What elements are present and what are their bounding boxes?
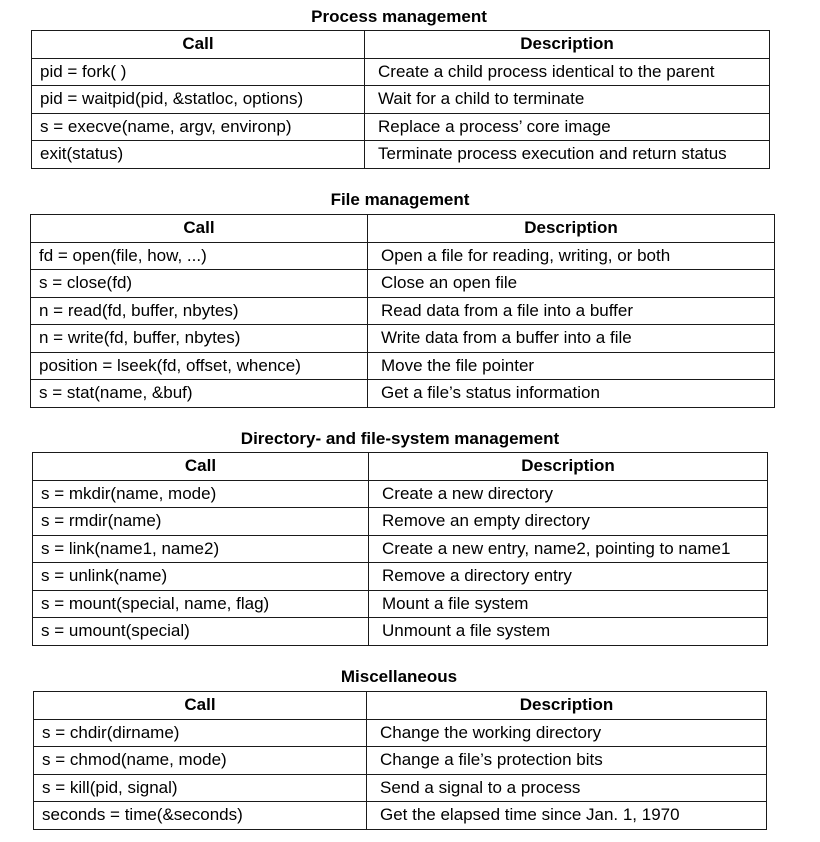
miscellaneous-table [33,691,767,830]
table-row [31,270,775,298]
call-cell: s = mkdir(name, mode) [33,480,369,508]
call-cell: s = umount(special) [33,618,369,646]
description-column-header: Description [368,215,775,243]
table-row [34,747,767,775]
file-management-table [30,214,775,408]
call-column-header: Call [33,453,369,481]
description-cell: Remove an empty directory [369,508,768,536]
process-management-table [31,30,770,169]
description-cell: Send a signal to a process [367,774,767,802]
call-cell: s = mount(special, name, flag) [33,590,369,618]
description-cell: Wait for a child to terminate [365,86,770,114]
description-cell: Close an open file [368,270,775,298]
table-row [33,480,768,508]
call-cell: exit(status) [32,141,365,169]
table-row [32,58,770,86]
table-row [31,380,775,408]
call-cell: n = read(fd, buffer, nbytes) [31,297,368,325]
call-cell: s = execve(name, argv, environp) [32,113,365,141]
call-cell: s = kill(pid, signal) [34,774,367,802]
description-cell: Get the elapsed time since Jan. 1, 1970 [367,802,767,830]
call-cell: n = write(fd, buffer, nbytes) [31,325,368,353]
call-column-header: Call [31,215,368,243]
call-cell: s = chmod(name, mode) [34,747,367,775]
description-cell: Mount a file system [369,590,768,618]
table-row [33,618,768,646]
call-cell: fd = open(file, how, ...) [31,242,368,270]
description-cell: Create a new directory [369,480,768,508]
description-cell: Create a new entry, name2, pointing to name1 [369,535,768,563]
table-row [33,563,768,591]
directory-management-table [32,452,768,646]
description-cell: Open a file for reading, writing, or both [368,242,775,270]
table-header-row [31,215,775,243]
description-cell: Terminate process execution and return status [365,141,770,169]
call-column-header: Call [34,692,367,720]
table-header-row [33,453,768,481]
table-row [34,719,767,747]
description-cell: Write data from a buffer into a file [368,325,775,353]
call-cell: pid = waitpid(pid, &statloc, options) [32,86,365,114]
description-cell: Change the working directory [367,719,767,747]
table-row [31,297,775,325]
call-cell: s = link(name1, name2) [33,535,369,563]
description-column-header: Description [367,692,767,720]
table-header-row [32,31,770,59]
table-row [34,802,767,830]
description-cell: Change a file’s protection bits [367,747,767,775]
description-column-header: Description [369,453,768,481]
call-cell: seconds = time(&seconds) [34,802,367,830]
description-cell: Unmount a file system [369,618,768,646]
table-row [31,242,775,270]
description-cell: Create a child process identical to the parent [365,58,770,86]
table-row [33,508,768,536]
call-cell: s = stat(name, &buf) [31,380,368,408]
call-cell: pid = fork( ) [32,58,365,86]
table-row [31,352,775,380]
description-column-header: Description [365,31,770,59]
description-cell: Move the file pointer [368,352,775,380]
table-row [33,590,768,618]
table-row [34,774,767,802]
description-cell: Get a file’s status information [368,380,775,408]
description-cell: Replace a process’ core image [365,113,770,141]
call-cell: s = unlink(name) [33,563,369,591]
description-cell: Read data from a file into a buffer [368,297,775,325]
description-cell: Remove a directory entry [369,563,768,591]
table-row [32,86,770,114]
section-title: File management [330,190,470,209]
table-row [33,535,768,563]
section-title: Miscellaneous [340,667,458,686]
table-header-row [34,692,767,720]
table-row [31,325,775,353]
section-title: Process management [311,7,487,26]
section-title: Directory- and file-system management [240,429,560,448]
call-column-header: Call [32,31,365,59]
table-row [32,113,770,141]
table-row [32,141,770,169]
call-cell: s = chdir(dirname) [34,719,367,747]
call-cell: s = close(fd) [31,270,368,298]
call-cell: position = lseek(fd, offset, whence) [31,352,368,380]
call-cell: s = rmdir(name) [33,508,369,536]
